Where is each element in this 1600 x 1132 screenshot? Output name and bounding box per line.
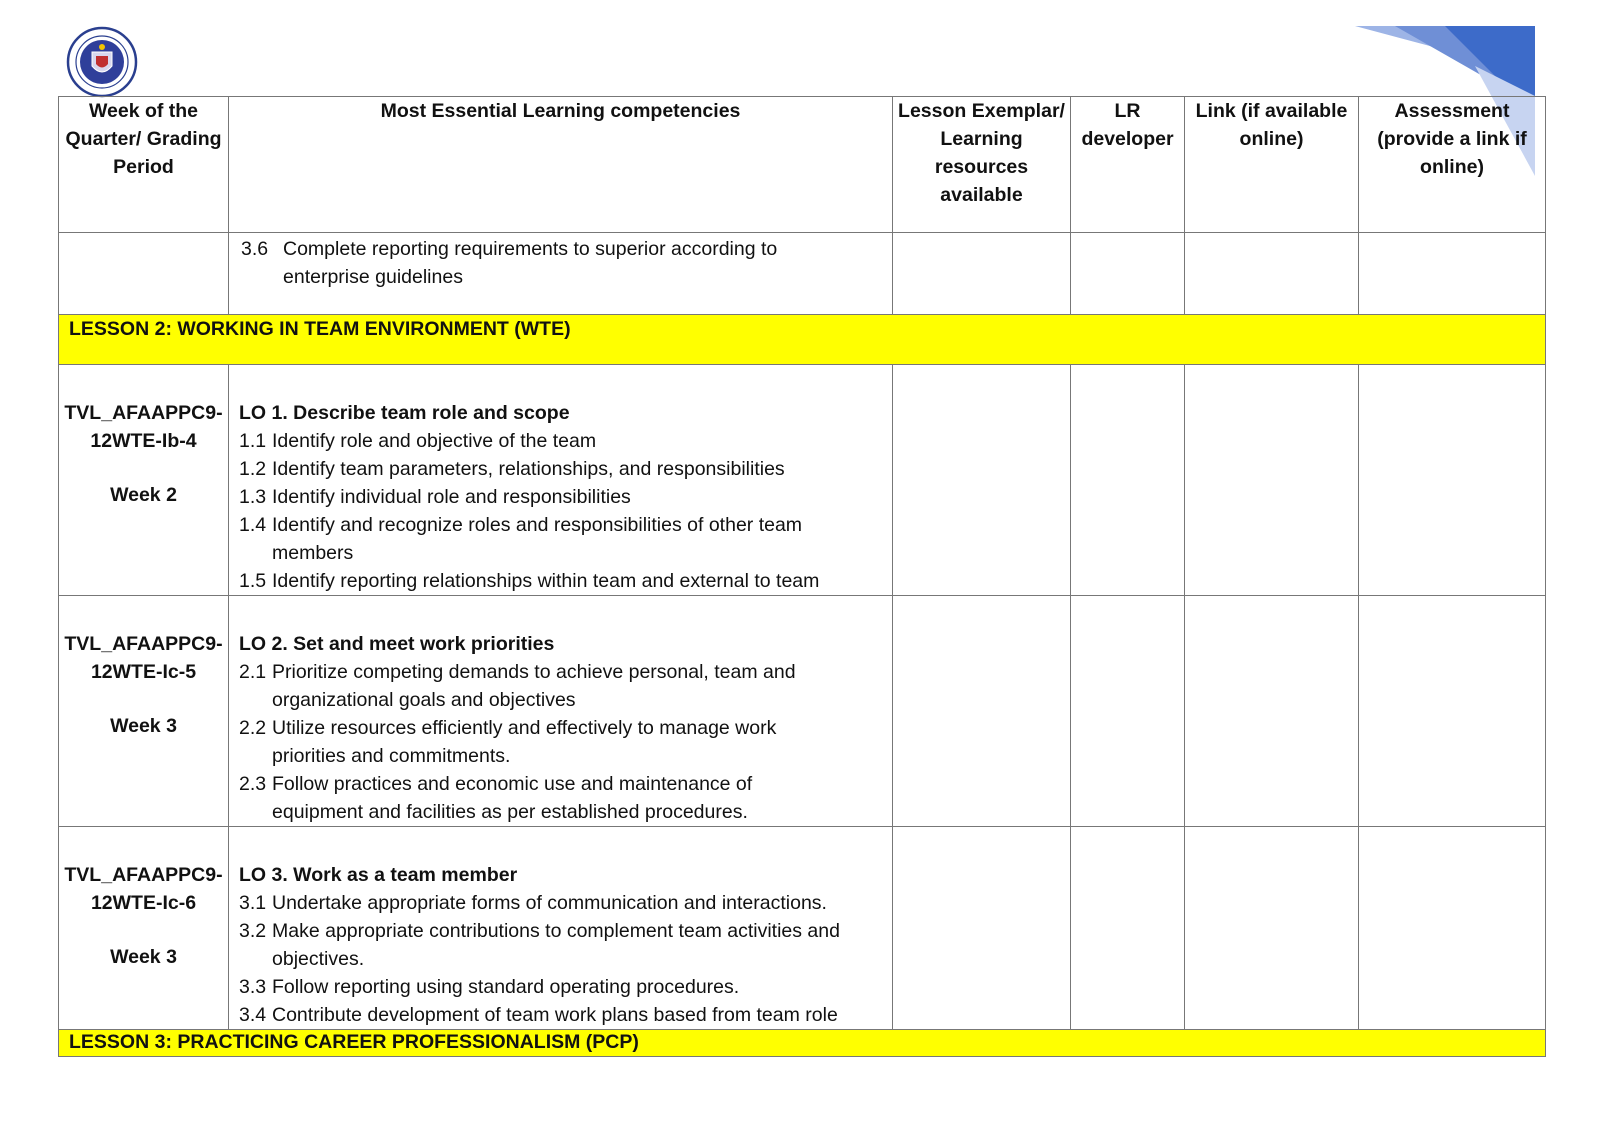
competency-cell: LO 2. Set and meet work priorities 2.1 Prioritize competing demands to achieve personal, team and organizational goals and objectives 2.2 Utilize resources efficiently and effectively to manage work priorities and commitments. 2.3 Follow practices and economic use and maintenance of equipment and facilities as per established procedures.	[229, 596, 893, 827]
header-week: Week of the Quarter/ Grading Period	[59, 97, 229, 233]
week-label: Week 3	[110, 715, 177, 737]
lesson-3-title: LESSON 3: PRACTICING CAREER PROFESSIONALISM (PCP)	[59, 1030, 1546, 1057]
lesson-row	[59, 1030, 1546, 1057]
lo-title: LO 2. Set and meet work priorities	[239, 633, 555, 655]
competency-cell	[229, 233, 893, 315]
table-row	[59, 365, 1546, 596]
competency-item: 3.6 Complete reporting requirements to superior according to enterprise guidelines	[241, 238, 778, 288]
page-number: 359	[1534, 46, 1566, 66]
header-lesson-exemplar: Lesson Exemplar/ Learning resources available	[893, 97, 1071, 233]
deped-seal-logo	[66, 26, 138, 98]
header-assessment: Assessment (provide a link if online)	[1359, 97, 1546, 233]
header-row	[59, 97, 1546, 233]
table-row	[59, 596, 1546, 827]
lo-title: LO 3. Work as a team member	[239, 864, 518, 886]
lesson-row	[59, 315, 1546, 365]
table-row	[59, 827, 1546, 1030]
week-code-cell: TVL_AFAAPPC9- 12WTE-Ic-6 Week 3	[59, 827, 229, 1030]
week-code-cell: TVL_AFAAPPC9- 12WTE-Ib-4 Week 2	[59, 365, 229, 596]
header-link: Link (if available online)	[1185, 97, 1359, 233]
header-lr-developer: LR developer	[1071, 97, 1185, 233]
melc-table	[58, 96, 1546, 1057]
week-code-cell: TVL_AFAAPPC9- 12WTE-Ic-5 Week 3	[59, 596, 229, 827]
competency-cell: LO 3. Work as a team member 3.1 Undertake appropriate forms of communication and interactions. 3.2 Make appropriate contributions to complement team activities and objectives. 3.3 Follow reporting using standard operating procedures. 3.4 Contribute development of team work plans based from team role	[229, 827, 893, 1030]
week-label: Week 3	[110, 946, 177, 968]
lesson-2-title: LESSON 2: WORKING IN TEAM ENVIRONMENT (WTE)	[59, 315, 1546, 365]
week-label: Week 2	[110, 484, 177, 506]
competency-cell: LO 1. Describe team role and scope 1.1 Identify role and objective of the team 1.2 Identify team parameters, relationships, and responsibilities 1.3 Identify individual role and responsibilities 1.4 Identify and recognize roles and responsibilities of other team members 1.5 Identify reporting relationships within team and external to team	[229, 365, 893, 596]
lo-title: LO 1. Describe team role and scope	[239, 402, 570, 424]
header-competencies: Most Essential Learning competencies	[229, 97, 893, 233]
table-row	[59, 233, 1546, 315]
